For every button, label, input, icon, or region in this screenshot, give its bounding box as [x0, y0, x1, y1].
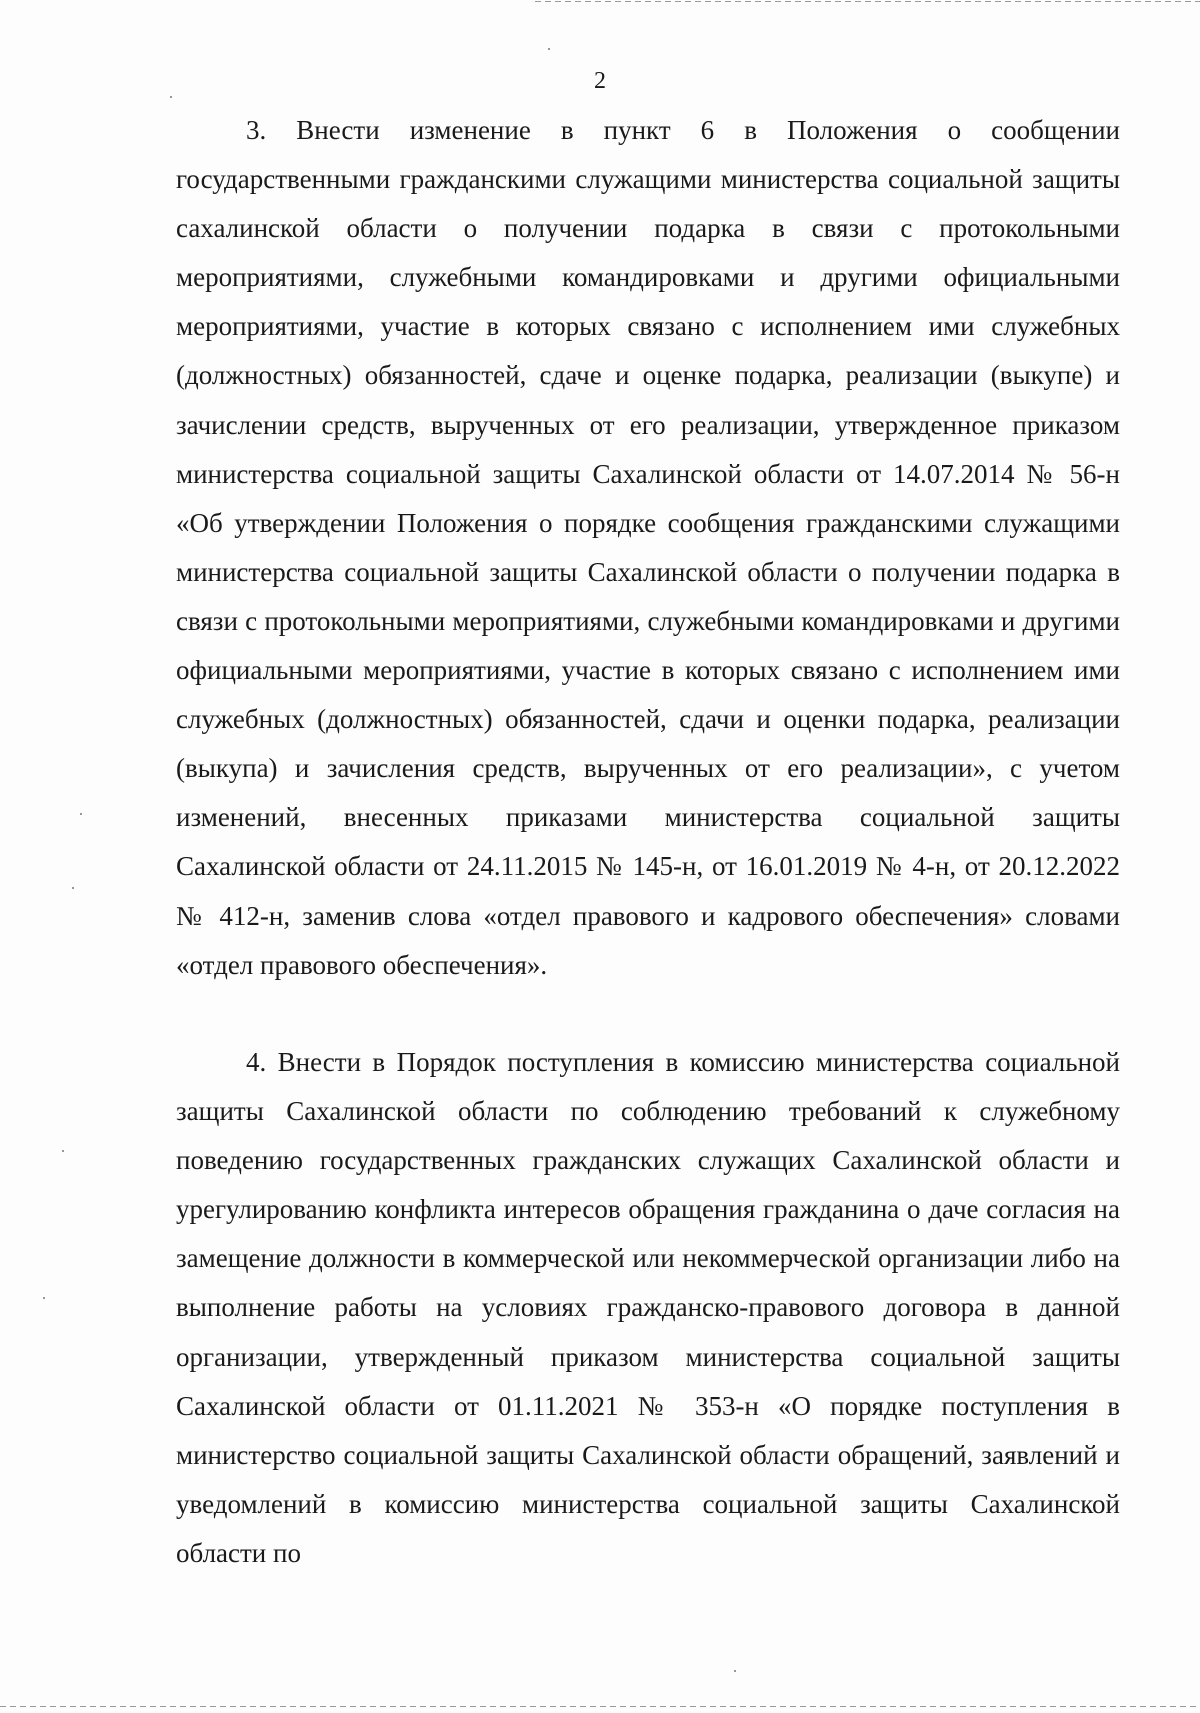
- paragraph-4-container: [176, 1038, 1120, 1578]
- paragraph-3: 3. Внести изменение в пункт 6 в Положения о сообщении государственными гражданскими служащими министерства социальной защиты сахалинской области о получении подарка в связи с протокольными мероприятиями, служебными командировками и другими официальными мероприятиями, участие в которых связано с исполнением ими служебных (должностных) обязанностей, сдаче и оценке подарка, реализации (выкупе) и зачислении средств, вырученных от его реализации, утвержденное приказом министерства социальной защиты Сахалинской области от 14.07.2014 № 56-н «Об утверждении Положения о порядке сообщения гражданскими служащими министерства социальной защиты Сахалинской области о получении подарка в связи с протокольными мероприятиями, служебными командировками и другими официальными мероприятиями, участие в которых связано с исполнением ими служебных (должностных) обязанностей, сдачи и оценки подарка, реализации (выкупа) и зачисления средств, вырученных от его реализации», с учетом изменений, внесенных приказами министерства социальной защиты Сахалинской области от 24.11.2015 № 145-н, от 16.01.2019 № 4-н, от 20.12.2022 № 412-н, заменив слова «отдел правового и кадрового обеспечения» словами «отдел правового обеспечения».: [176, 115, 1120, 980]
- page-number: 2: [594, 68, 606, 94]
- scan-speck: [170, 96, 172, 98]
- scan-speck: [80, 813, 82, 815]
- scan-speck: [548, 48, 550, 50]
- scan-speck: [72, 887, 74, 889]
- scan-edge-top: [535, 1, 1200, 2]
- paragraph-4: 4. Внести в Порядок поступления в комиссию министерства социальной защиты Сахалинской области по соблюдению требований к служебному поведению государственных гражданских служащих Сахалинской области и урегулированию конфликта интересов обращения гражданина о даче согласия на замещение должности в коммерческой или некоммерческой организации либо на выполнение работы на условиях гражданско-правового договора в данной организации, утвержденный приказом министерства социальной защиты Сахалинской области от 01.11.2021 № 353-н «О порядке поступления в министерство социальной защиты Сахалинской области обращений, заявлений и уведомлений в комиссию министерства социальной защиты Сахалинской области по: [176, 1047, 1120, 1568]
- paragraph-3-container: [176, 106, 1120, 990]
- scan-edge-bottom: [0, 1706, 1200, 1707]
- scan-speck: [62, 1150, 64, 1152]
- scan-speck: [43, 1297, 45, 1299]
- scan-speck: [734, 1670, 736, 1672]
